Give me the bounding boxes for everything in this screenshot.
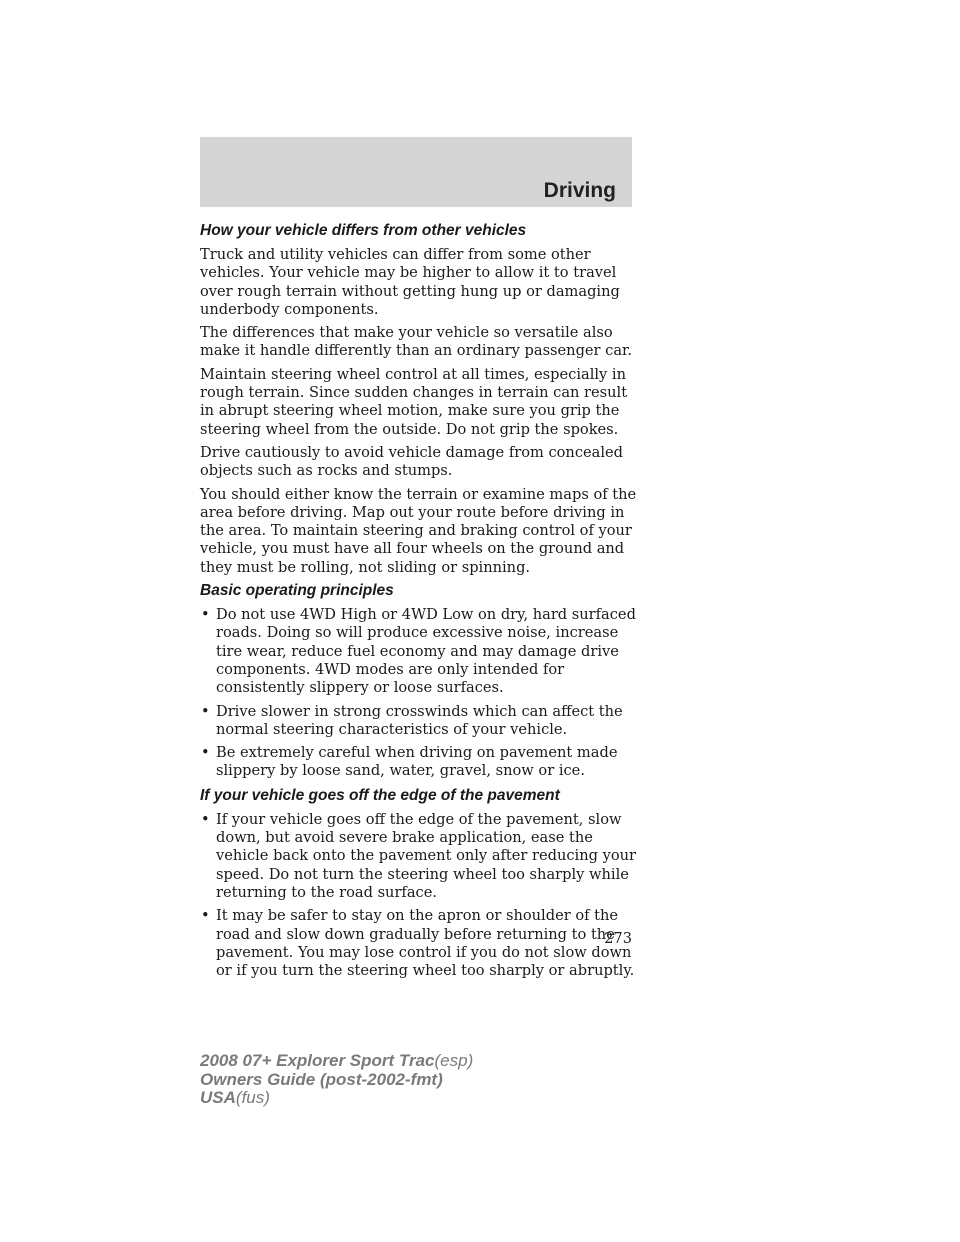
page-content — [200, 222, 640, 986]
section-title: Driving — [543, 179, 616, 202]
paragraph: Truck and utility vehicles can differ from some other vehicles. Your vehicle may be higher to allow it to travel over rough terrain without getting hung up or damaging underbody components. — [200, 246, 620, 318]
bullet-icon: • — [201, 702, 210, 720]
list-item: • If your vehicle goes off the edge of the pavement, slow down, but avoid severe brake application, ease the vehicle back onto the pavement only after reducing your speed. Do not turn the steering wheel too sharply while returning to the road surface. — [201, 810, 637, 901]
paragraph: Maintain steering wheel control at all times, especially in rough terrain. Since sudden changes in terrain can result in abrupt steering wheel motion, make sure you grip the steering wheel from the outside. Do not grip the spokes. — [200, 365, 628, 438]
heading-basic-principles: Basic operating principles — [200, 582, 394, 600]
bullet-icon: • — [201, 744, 210, 762]
section-header-band — [200, 137, 632, 207]
paragraph: The differences that make your vehicle so versatile also make it handle differently than an ordinary passenger car. — [200, 324, 633, 360]
principles-list — [200, 606, 640, 781]
footer-line: USA(fus) — [200, 1088, 270, 1107]
bullet-icon: • — [201, 606, 210, 624]
paragraph: You should either know the terrain or examine maps of the area before driving. Map out your route before driving in the area. To maintain steering and braking control of your vehicle, you must have all four wheels on the ground and they must be rolling, not sliding or spinning. — [200, 485, 637, 576]
list-item: • Do not use 4WD High or 4WD Low on dry, hard surfaced roads. Doing so will produce excessive noise, increase tire wear, reduce fuel economy and may damage drive components. 4WD modes are only intended for consistently slippery or loose surfaces. — [201, 606, 636, 697]
paragraph: Drive cautiously to avoid vehicle damage from concealed objects such as rocks and stumps. — [200, 443, 623, 480]
list-item: • Be extremely careful when driving on pavement made slippery by loose sand, water, gravel, snow or ice. — [201, 744, 618, 780]
off-edge-list — [200, 811, 640, 981]
list-item: • Drive slower in strong crosswinds which can affect the normal steering characteristics of your vehicle. — [201, 702, 623, 738]
heading-off-edge: If your vehicle goes off the edge of the pavement — [200, 786, 560, 804]
bullet-icon: • — [201, 810, 210, 828]
bullet-icon: • — [201, 907, 210, 925]
footer-line: Owners Guide (post-2002-fmt) — [200, 1069, 443, 1089]
list-item: • It may be safer to stay on the apron or shoulder of the road and slow down gradually before returning to the pavement. You may lose control if you do not slow down or if you turn the steering wheel too sharply or abruptly. — [201, 907, 635, 980]
heading-vehicle-differs: How your vehicle differs from other vehicles — [200, 222, 527, 239]
document-footer — [200, 1052, 473, 1108]
footer-line: 2008 07+ Explorer Sport Trac(esp) — [200, 1051, 474, 1070]
page-number: 273 — [604, 930, 632, 947]
